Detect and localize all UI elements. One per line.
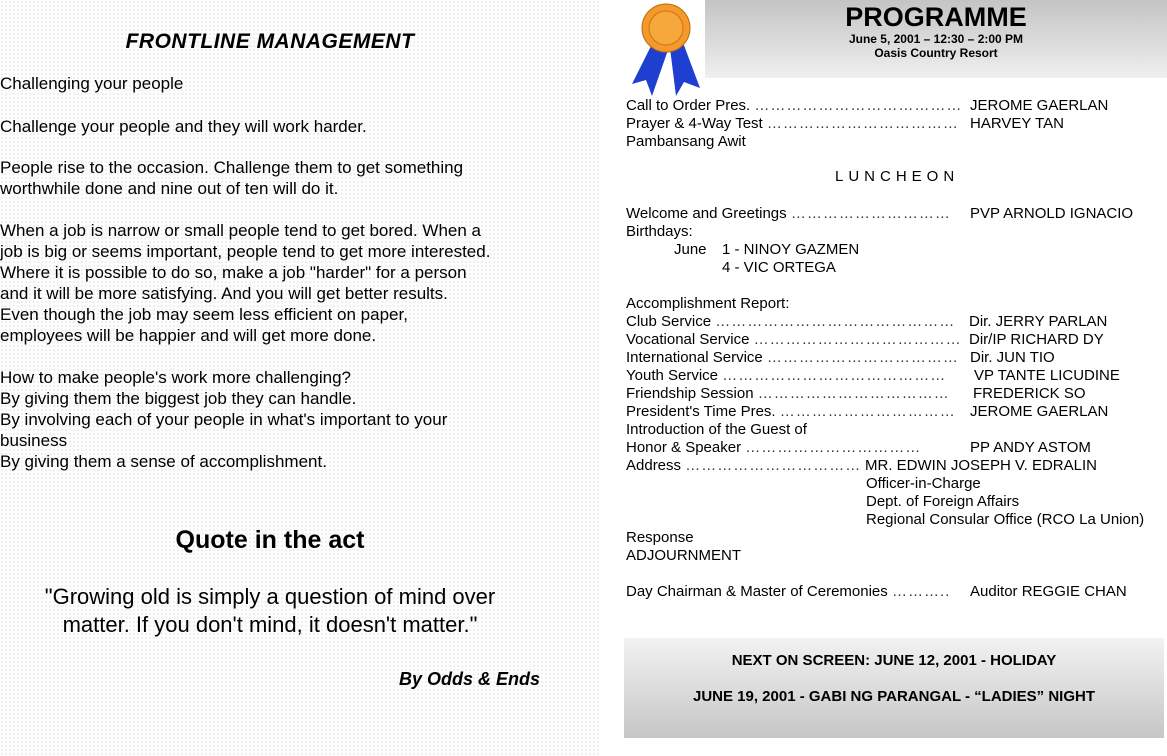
next-on-screen-line: NEXT ON SCREEN: JUNE 12, 2001 - HOLIDAY (731, 652, 1057, 669)
programme-row: Friendship Session ……………………………… FREDERICK SO (626, 385, 1086, 402)
programme-venue: Oasis Country Resort (874, 46, 998, 60)
programme-row: Birthdays: (626, 223, 693, 240)
programme-title: PROGRAMME (845, 2, 1027, 32)
programme-row: International Service ……………………………… Dir. JUN TIO (626, 349, 1055, 366)
programme-row: Welcome and Greetings ………………………… PVP ARNOLD IGNACIO (626, 205, 1134, 222)
next-on-screen-box (624, 638, 1164, 738)
award-ribbon-icon (624, 0, 708, 96)
programme-row: Youth Service …………………………………… VP TANTE LICUDINE (626, 367, 1120, 384)
programme-row: Club Service ……………………………………… Dir. JERRY PARLAN (626, 313, 1108, 330)
programme-row: Day Chairman & Master of Ceremonies ……….. Auditor REGGIE CHAN (626, 583, 1127, 600)
birthday-row: June 1 - NINOY GAZMEN (674, 241, 860, 258)
next-on-screen-line: JUNE 19, 2001 - GABI NG PARANGAL - “LADIES” NIGHT (692, 688, 1095, 705)
quote-title: Quote in the act (175, 526, 365, 554)
programme-header (705, 0, 1167, 78)
programme-row: Response (626, 529, 694, 546)
quote-author: By Odds & Ends (398, 669, 540, 689)
article-title: FRONTLINE MANAGEMENT (125, 30, 415, 53)
programme-row: ADJOURNMENT (626, 547, 741, 564)
quote-text: "Growing old is simply a question of mind over matter. If you don't mind, it doesn't matter." (44, 584, 496, 637)
article-paragraph: People rise to the occasion. Challenge them to get something worthwhile done and nine out of ten will do it. (0, 158, 464, 198)
programme-row: Address …………………………… MR. EDWIN JOSEPH V. EDRALIN (626, 457, 1097, 474)
programme-row: Accomplishment Report: (626, 295, 790, 312)
programme-row: Honor & Speaker …………………………… PP ANDY ASTOM (626, 439, 1091, 456)
article-paragraph: Challenging your people (0, 74, 184, 93)
programme-row: Introduction of the Guest of (626, 421, 807, 438)
article-paragraph: Challenge your people and they will work harder. (0, 117, 367, 136)
speaker-detail: Officer-in-Charge (866, 475, 981, 492)
programme-row: Pambansang Awit (626, 133, 746, 150)
luncheon-heading: LUNCHEON (835, 168, 960, 185)
programme-panel (600, 0, 1167, 756)
speaker-detail: Dept. of Foreign Affairs (866, 493, 1020, 510)
programme-row: Prayer & 4-Way Test ……………………………… HARVEY TAN (626, 115, 1064, 132)
article-paragraph: How to make people's work more challenging? By giving them the biggest job they can handle. By involving each of your people in what's important to your business By giving them a sense of accomplishment. (0, 368, 448, 471)
article-paragraph: When a job is narrow or small people tend to get bored. When a job is big or seems important, people tend to get more interested. Where it is possible to do so, make a job "harder" for a person and it will be more satisfying. And you will get better results. Even though the job may seem less efficient on paper, employees will be happier and will get more done. (0, 221, 491, 345)
programme-row: President's Time Pres. …………………………… JEROME GAERLAN (626, 403, 1109, 420)
programme-row: Vocational Service ………………………………… Dir/IP RICHARD DY (626, 331, 1104, 348)
birthday-row: 4 - VIC ORTEGA (722, 259, 836, 276)
speaker-detail: Regional Consular Office (RCO La Union) (866, 511, 1145, 528)
programme-date: June 5, 2001 – 12:30 – 2:00 PM (848, 32, 1024, 46)
programme-row: Call to Order Pres. ………………………………… JEROME GAERLAN (626, 97, 1109, 114)
